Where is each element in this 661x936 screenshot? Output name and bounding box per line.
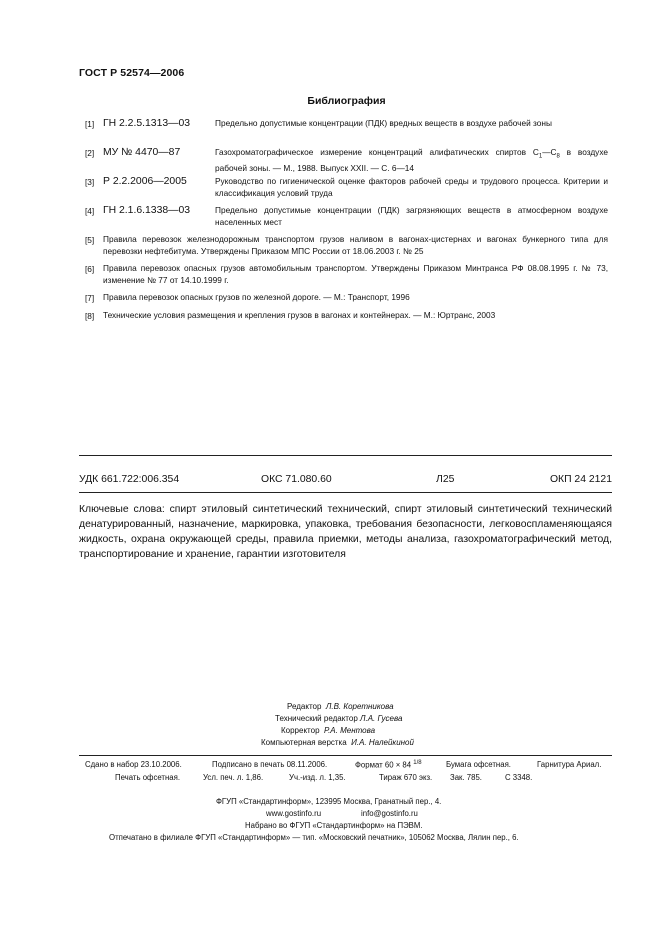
- entry-code: МУ № 4470—87: [103, 147, 181, 158]
- entry-number: [1]: [85, 119, 95, 129]
- entry-code: Р 2.2.2006—2005: [103, 176, 187, 187]
- standard-code: ГОСТ Р 52574—2006: [79, 67, 185, 79]
- publisher-email: info@gostinfo.ru: [361, 809, 418, 818]
- separator-line: [79, 455, 612, 456]
- entry-text: Правила перевозок опасных грузов автомобильным транспортом. Утверждены Приказом Минтранса РФ 08.08.1995 г. № 73, изменение № 77 от 14.10.1999 г.: [103, 263, 608, 285]
- entry-code: ГН 2.1.6.1338—03: [103, 205, 191, 216]
- classification-line: [79, 474, 612, 488]
- entry-text: Предельно допустимые концентрации (ПДК) вредных веществ в воздухе рабочей зоны: [215, 118, 552, 128]
- imprint-print: Печать офсетная.: [115, 773, 181, 782]
- oks-code: ОКС 71.080.60: [261, 474, 332, 485]
- credit-tech-editor: Технический редактор Л.А. Гусева: [275, 714, 403, 723]
- credit-editor: Редактор Л.В. Коретникова: [287, 702, 394, 711]
- entry-text: Предельно допустимые концентрации (ПДК) загрязняющих веществ в атмосферном воздухе населенных мест: [215, 205, 608, 227]
- entry-number: [4]: [85, 206, 95, 216]
- entry-text: Газохроматографическое измерение концентраций алифатических спиртов $С_1—С_8$ в воздухе рабочей зоны. — М., 1988. Выпуск XXII. — С. 6—14: [215, 147, 608, 174]
- entry-number: [7]: [85, 293, 95, 303]
- publisher-printed: Отпечатано в филиале ФГУП «Стандартинформ» — тип. «Московский печатник», 105062 Москва, Лялин пер., 6.: [109, 833, 519, 842]
- entry-text: Правила перевозок опасных грузов по железной дороге. — М.: Транспорт, 1996: [103, 292, 410, 302]
- credit-layout: Компьютерная верстка И.А. Налейкиной: [261, 738, 414, 747]
- udk-code: УДК 661.722:006.354: [79, 474, 180, 485]
- entry-text: Руководство по гигиенической оценке факторов рабочей среды и трудового процесса. Критерии и классификация условий труда: [215, 176, 608, 198]
- entry-text: Правила перевозок железнодорожным транспортом грузов наливом в вагонах-цистернах и вагонах бункерного типа для перевозки нефтебитума. Утверждены Приказом МПС России от 18.06.2003 г. № 25: [103, 234, 608, 256]
- credit-corrector: Корректор Р.А. Ментова: [281, 726, 376, 735]
- okp-code: ОКП 24 2121: [549, 474, 612, 485]
- imprint-run: Тираж 670 экз.: [379, 773, 433, 782]
- keywords-paragraph: Ключевые слова: спирт этиловый синтетический технический, спирт этиловый синтетический технический денатурированный, назначение, маркировка, упаковка, требования безопасности, легковоспламеняющаяся жидкость, охрана окружающей среды, правила приемки, методы анализа, газохроматографический метод, транспортирование и хранение, гарантии изготовителя: [79, 504, 612, 560]
- publisher-address: ФГУП «Стандартинформ», 123995 Москва, Гранатный пер., 4.: [216, 797, 442, 806]
- imprint-font: Гарнитура Ариал.: [537, 760, 602, 769]
- imprint-block: [79, 755, 612, 782]
- publisher-typeset: Набрано во ФГУП «Стандартинформ» на ПЭВМ.: [245, 821, 423, 830]
- l-code: Л25: [436, 474, 455, 485]
- bibliography-title: Библиография: [307, 95, 386, 107]
- entry-text: Технические условия размещения и крепления грузов в вагонах и контейнерах. — М.: Юртранс, 2003: [103, 310, 496, 320]
- imprint-pub-sheets: Уч.-изд. л. 1,35.: [289, 773, 346, 782]
- imprint-c: С 3348.: [505, 773, 533, 782]
- imprint-format: Формат 60 × 84 $^{1/8}$: [355, 760, 422, 770]
- entry-number: [5]: [85, 235, 95, 245]
- publisher-site: www.gostinfo.ru: [266, 809, 322, 818]
- imprint-submitted: Сдано в набор 23.10.2006.: [85, 760, 182, 769]
- imprint-order: Зак. 785.: [450, 773, 482, 782]
- entry-number: [3]: [85, 177, 95, 187]
- entry-code: ГН 2.2.5.1313—03: [103, 118, 191, 129]
- imprint-signed: Подписано в печать 08.11.2006.: [212, 760, 328, 769]
- separator-line: [79, 492, 612, 493]
- entry-number: [2]: [85, 148, 95, 158]
- entry-number: [6]: [85, 264, 95, 274]
- imprint-paper: Бумага офсетная.: [446, 760, 511, 769]
- entry-number: [8]: [85, 311, 95, 321]
- imprint-print-sheets: Усл. печ. л. 1,86.: [203, 773, 264, 782]
